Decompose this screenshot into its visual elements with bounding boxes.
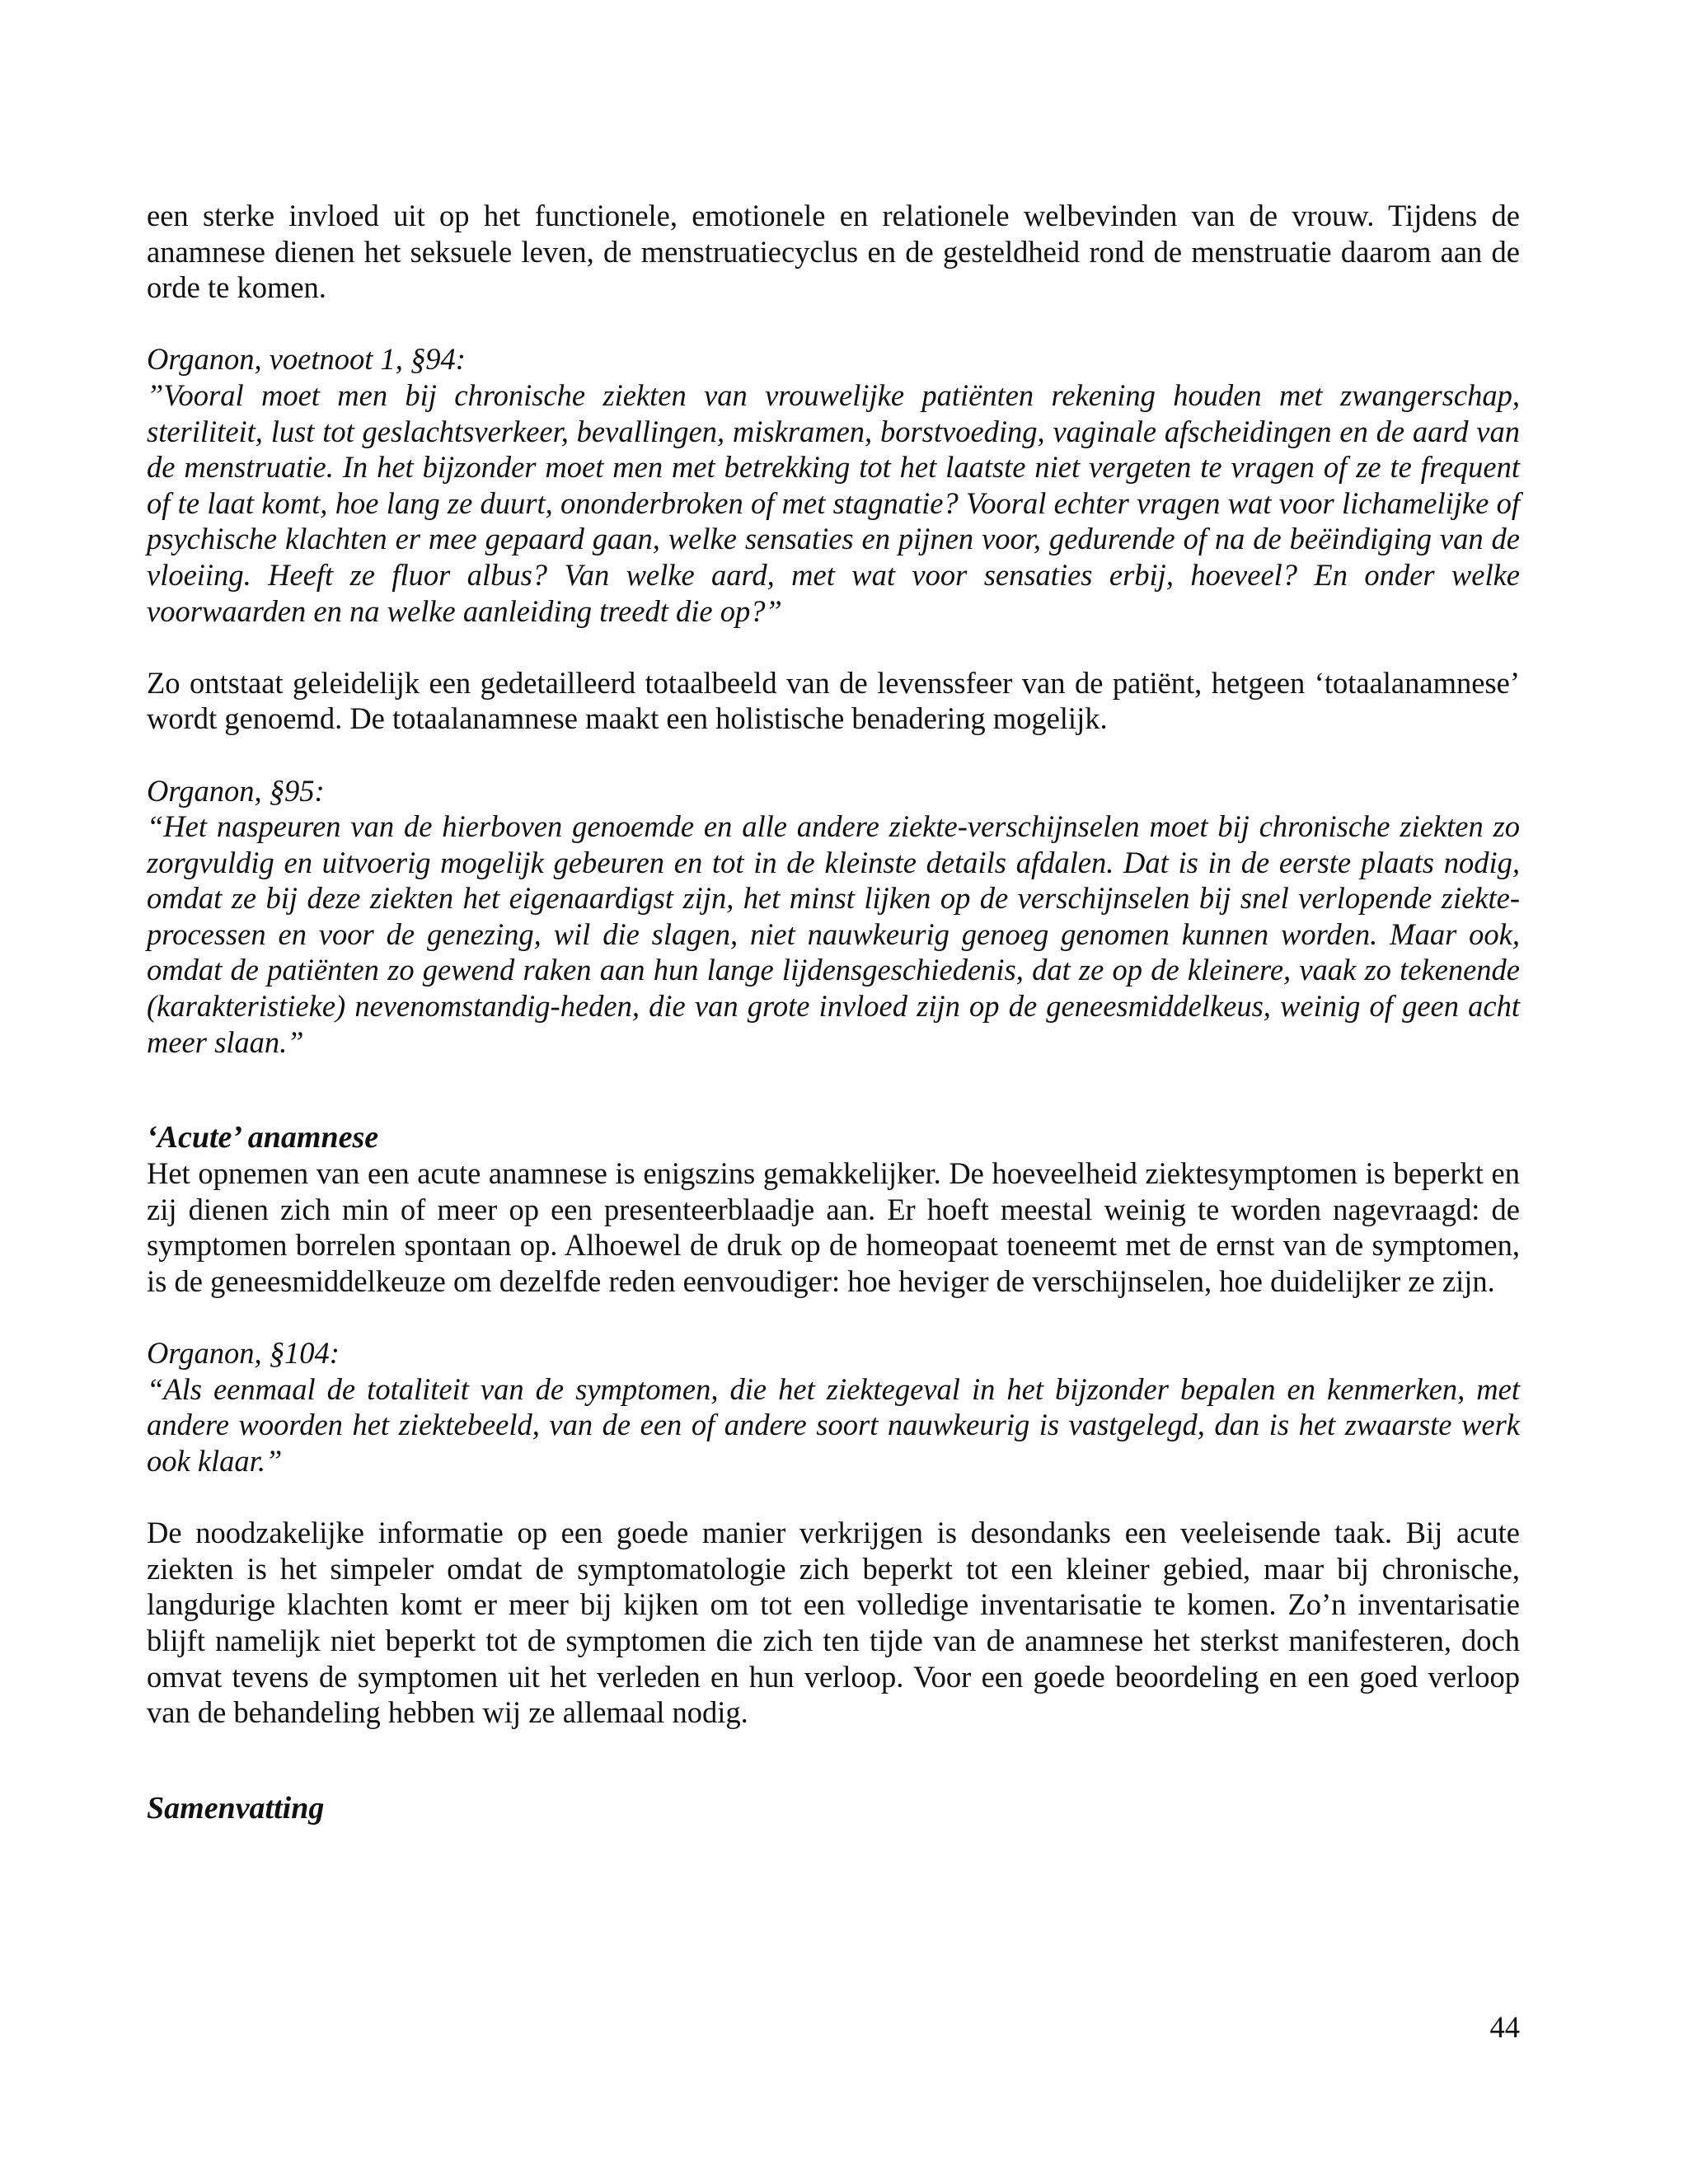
page-number: 44	[1489, 2010, 1520, 2044]
spacer	[147, 1300, 1520, 1336]
spacer	[147, 1479, 1520, 1516]
section-heading: Samenvatting	[147, 1790, 325, 1825]
spacer	[147, 306, 1520, 342]
quote-reference: Organon, §95:	[147, 773, 325, 808]
body-paragraph: Zo ontstaat geleidelijk een gedetailleerd totaalbeeld van de levenssfeer van de patiënt, hetgeen ‘totaalanamnese’ wordt genoemd. De totaalanamnese maakt een holistische benadering mogelijk.	[147, 665, 1520, 736]
spacer	[147, 737, 1520, 773]
quote-text: ”Vooral moet men bij chronische ziekten van vrouwelijke patiënten rekening houden met zwangerschap, steriliteit, lust tot geslachtsverkeer, bevallingen, miskramen, borstvoeding, vaginale afscheidingen en de aard van de menstruatie. In het bijzonder moet men met betrekking tot het laatste niet vergeten te vragen of ze te frequent of te laat komt, hoe lang ze duurt, ononderbroken of met stagnatie? Vooral echter vragen wat voor lichamelijke of psychische klachten er mee gepaard gaan, welke sensaties en pijnen voor, gedurende of na de beëindiging van de vloeiing. Heeft ze fluor albus? Van welke aard, met wat voor sensaties erbij, hoeveel? En onder welke voorwaarden en na welke aanleiding treedt die op?”	[147, 377, 1520, 628]
quote-reference: Organon, voetnoot 1, §94:	[147, 342, 466, 377]
spacer	[147, 629, 1520, 665]
page-content	[147, 198, 1520, 1826]
quote-text: “Het naspeuren van de hierboven genoemde en alle andere ziekte-verschijnselen moet bij chronische ziekten zo zorgvuldig en uitvoerig mogelijk gebeuren en tot in de kleinste details afdalen. Dat is in de eerste plaats nodig, omdat ze bij deze ziekten het eigenaardigst zijn, het minst lijken op de verschijnselen bij snel verlopende ziekte-processen en voor de genezing, wil die slagen, niet nauwkeurig genoeg genomen kunnen worden. Maar ook, omdat de patiënten zo gewend raken aan hun lange lijdensgeschiedenis, dat ze op de kleinere, vaak zo tekenende (karakteristieke) nevenomstandig-heden, die van grote invloed zijn op de geneesmiddelkeus, weinig of geen acht meer slaan.”	[147, 809, 1520, 1059]
spacer	[147, 1731, 1520, 1790]
body-paragraph: Het opnemen van een acute anamnese is enigszins gemakkelijker. De hoeveelheid ziektesymptomen is beperkt en zij dienen zich min of meer op een presenteerblaadje aan. Er hoeft meestal weinig te worden nagevraagd: de symptomen borrelen spontaan op. Alhoewel de druk op de homeopaat toeneemt met de ernst van de symptomen, is de geneesmiddelkeuze om dezelfde reden eenvoudiger: hoe heviger de verschijnselen, hoe duidelijker ze zijn.	[147, 1156, 1520, 1299]
quote-text: “Als eenmaal de totaliteit van de symptomen, die het ziektegeval in het bijzonder bepalen en kenmerken, met andere woorden het ziektebeeld, van de een of andere soort nauwkeurig is vastgelegd, dan is het zwaarste werk ook klaar.”	[147, 1371, 1520, 1478]
spacer	[147, 1060, 1520, 1119]
intro-paragraph: een sterke invloed uit op het functionele, emotionele en relationele welbevinden van de vrouw. Tijdens de anamnese dienen het seksuele leven, de menstruatiecyclus en de gesteldheid rond de menstruatie daarom aan de orde te komen.	[147, 199, 1520, 305]
body-paragraph: De noodzakelijke informatie op een goede manier verkrijgen is desondanks een veeleisende taak. Bij acute ziekten is het simpeler omdat de symptomatologie zich beperkt tot een kleiner gebied, maar bij chronische, langdurige klachten komt er meer bij kijken om tot een volledige inventarisatie te komen. Zo’n inventarisatie blijft namelijk niet beperkt tot de symptomen die zich ten tijde van de anamnese het sterkst manifesteren, doch omvat tevens de symptomen uit het verleden en hun verloop. Voor een goede beoordeling en een goed verloop van de behandeling hebben wij ze allemaal nodig.	[147, 1516, 1520, 1730]
quote-reference: Organon, §104:	[147, 1336, 340, 1371]
section-heading: ‘Acute’ anamnese	[147, 1120, 379, 1155]
